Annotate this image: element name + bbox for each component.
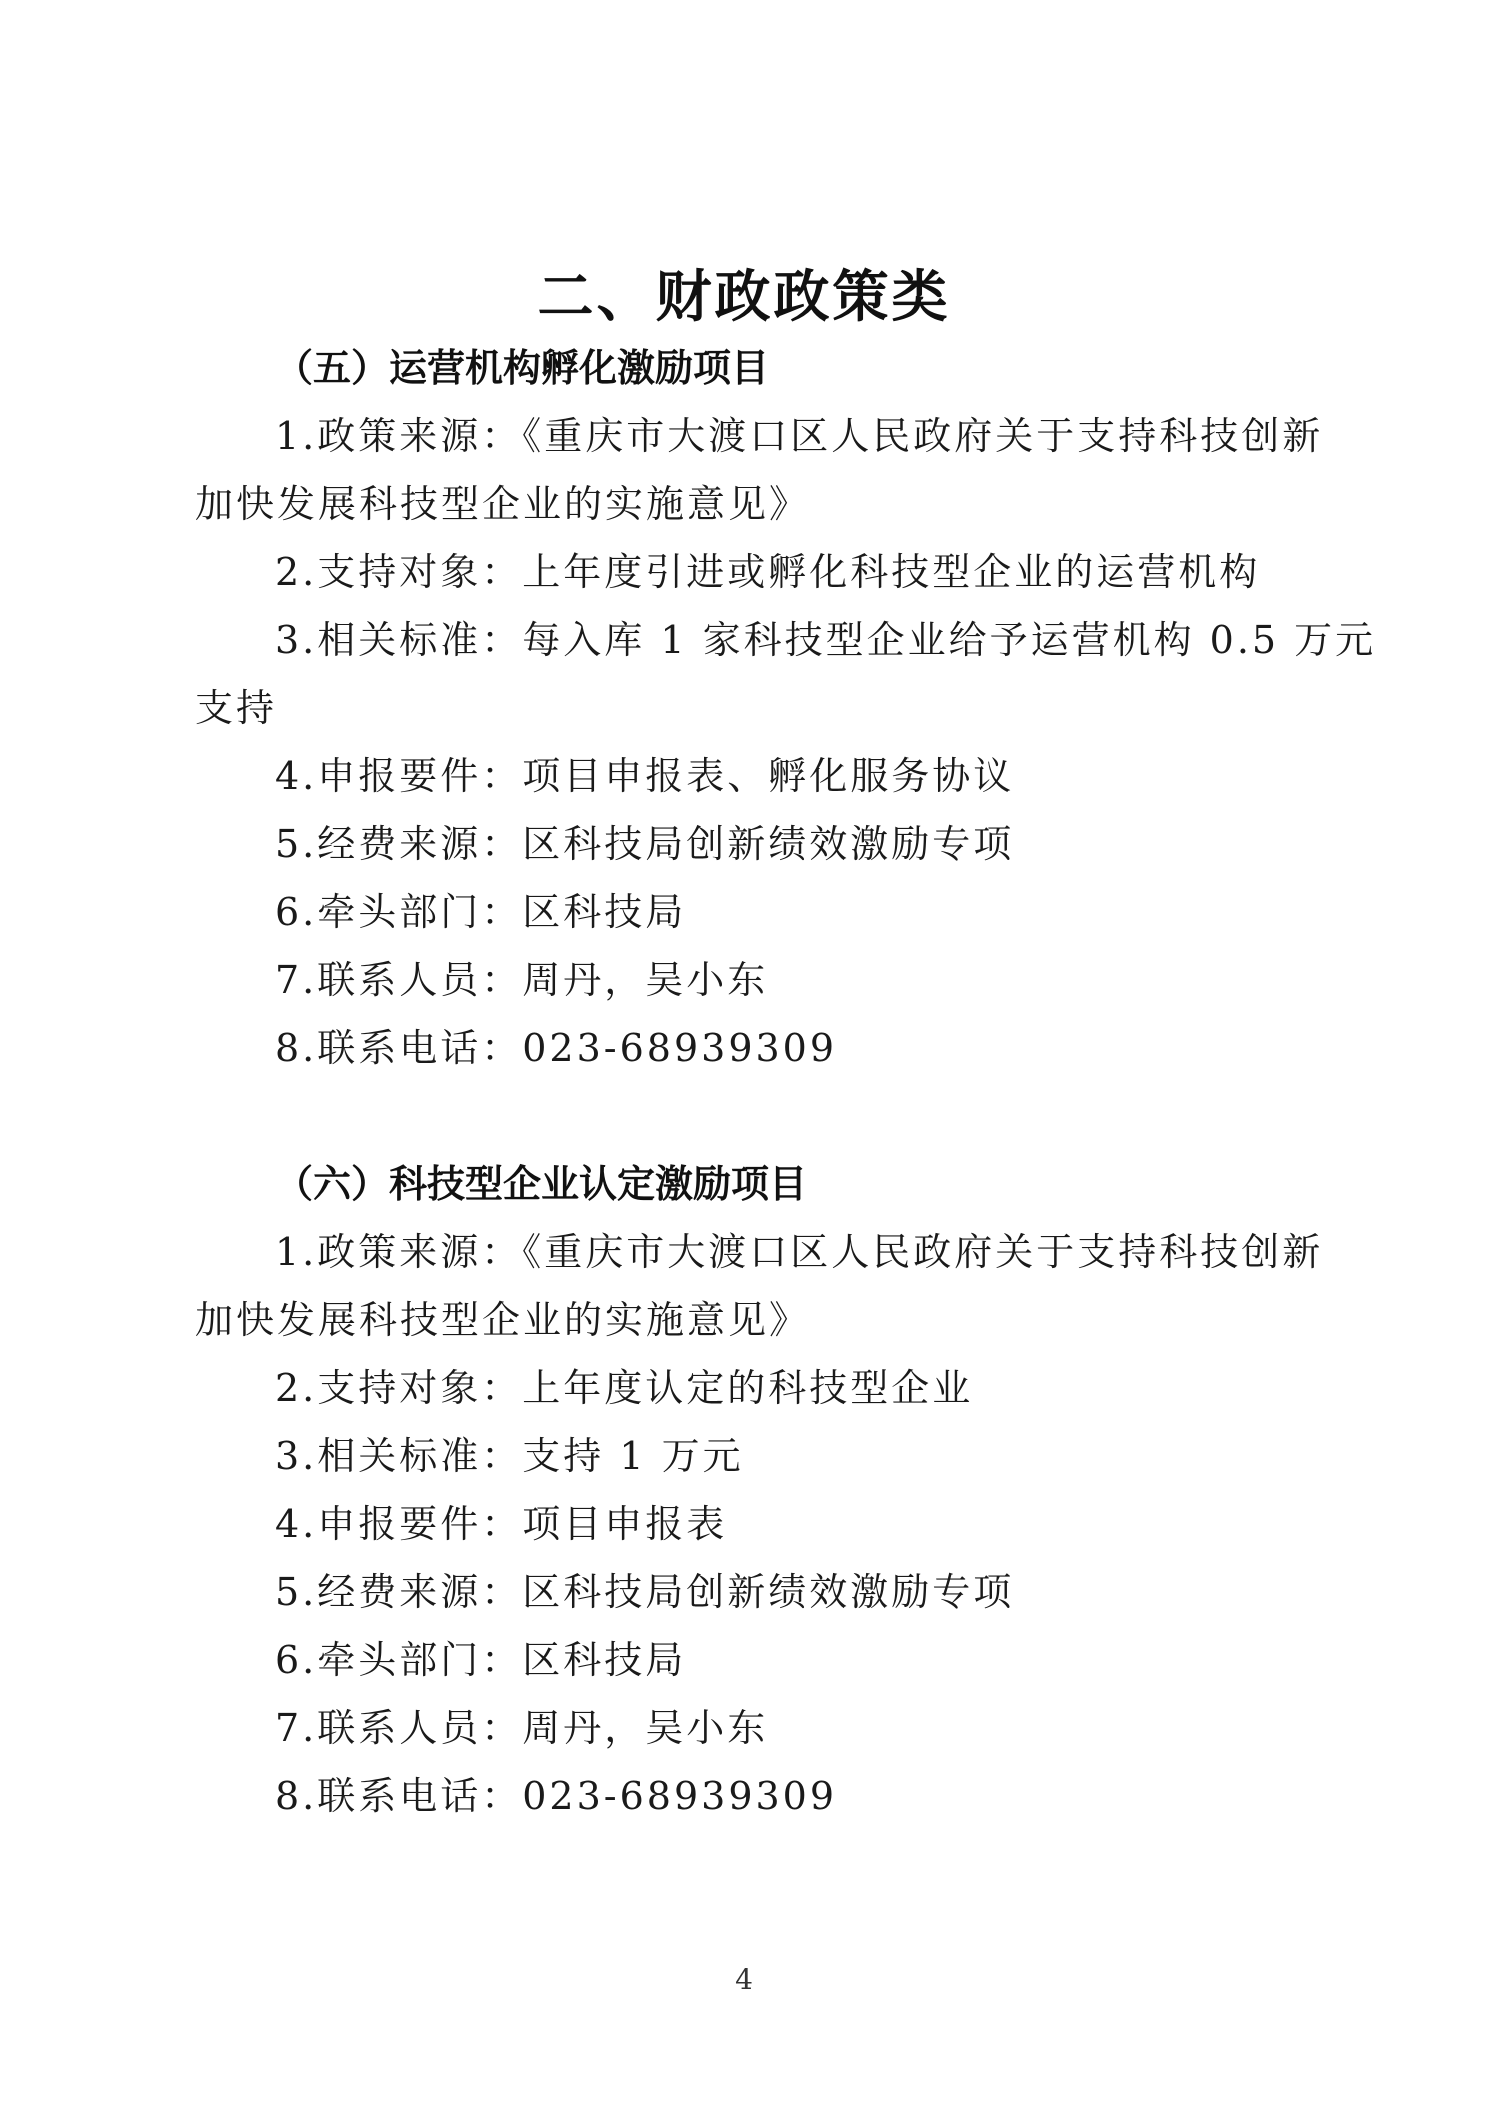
funding-source: 5.经费来源：区科技局创新绩效激励专项 [275, 1570, 1015, 1614]
policy-source-continuation: 加快发展科技型企业的实施意见》 [195, 1298, 811, 1342]
application-documents: 4.申报要件：项目申报表、孵化服务协议 [275, 754, 1015, 798]
section-heading: （六）科技型企业认定激励项目 [275, 1162, 808, 1206]
page-title: 二、财政政策类 [537, 265, 951, 330]
application-documents: 4.申报要件：项目申报表 [275, 1502, 728, 1546]
section-heading: （五）运营机构孵化激励项目 [275, 346, 770, 390]
section-tech-enterprise-recognition [195, 1150, 1324, 1830]
policy-source-line: 1.政策来源：《重庆市大渡口区人民政府关于支持科技创新 [275, 414, 1324, 458]
funding-source: 5.经费来源：区科技局创新绩效激励专项 [275, 822, 1015, 866]
page-number: 4 [735, 1963, 753, 1996]
contact-persons: 7.联系人员：周丹，吴小东 [275, 958, 769, 1002]
policy-source-line: 1.政策来源：《重庆市大渡口区人民政府关于支持科技创新 [275, 1230, 1324, 1274]
lead-department: 6.牵头部门：区科技局 [275, 1638, 687, 1682]
standard-continuation: 支持 [195, 686, 278, 730]
contact-persons: 7.联系人员：周丹，吴小东 [275, 1706, 769, 1750]
policy-source-continuation: 加快发展科技型企业的实施意见》 [195, 482, 811, 526]
section-operating-agency-incubation [195, 334, 1377, 1082]
contact-phone: 8.联系电话：023-68939309 [275, 1774, 838, 1818]
support-target: 2.支持对象：上年度认定的科技型企业 [275, 1366, 974, 1410]
contact-phone: 8.联系电话：023-68939309 [275, 1026, 838, 1070]
support-target: 2.支持对象：上年度引进或孵化科技型企业的运营机构 [275, 550, 1261, 594]
lead-department: 6.牵头部门：区科技局 [275, 890, 687, 934]
standard-line: 3.相关标准：支持 1 万元 [275, 1434, 744, 1478]
standard-line: 3.相关标准：每入库 1 家科技型企业给予运营机构 0.5 万元 [275, 618, 1377, 662]
document-body [195, 334, 1377, 1830]
section-gap [195, 1082, 1295, 1150]
